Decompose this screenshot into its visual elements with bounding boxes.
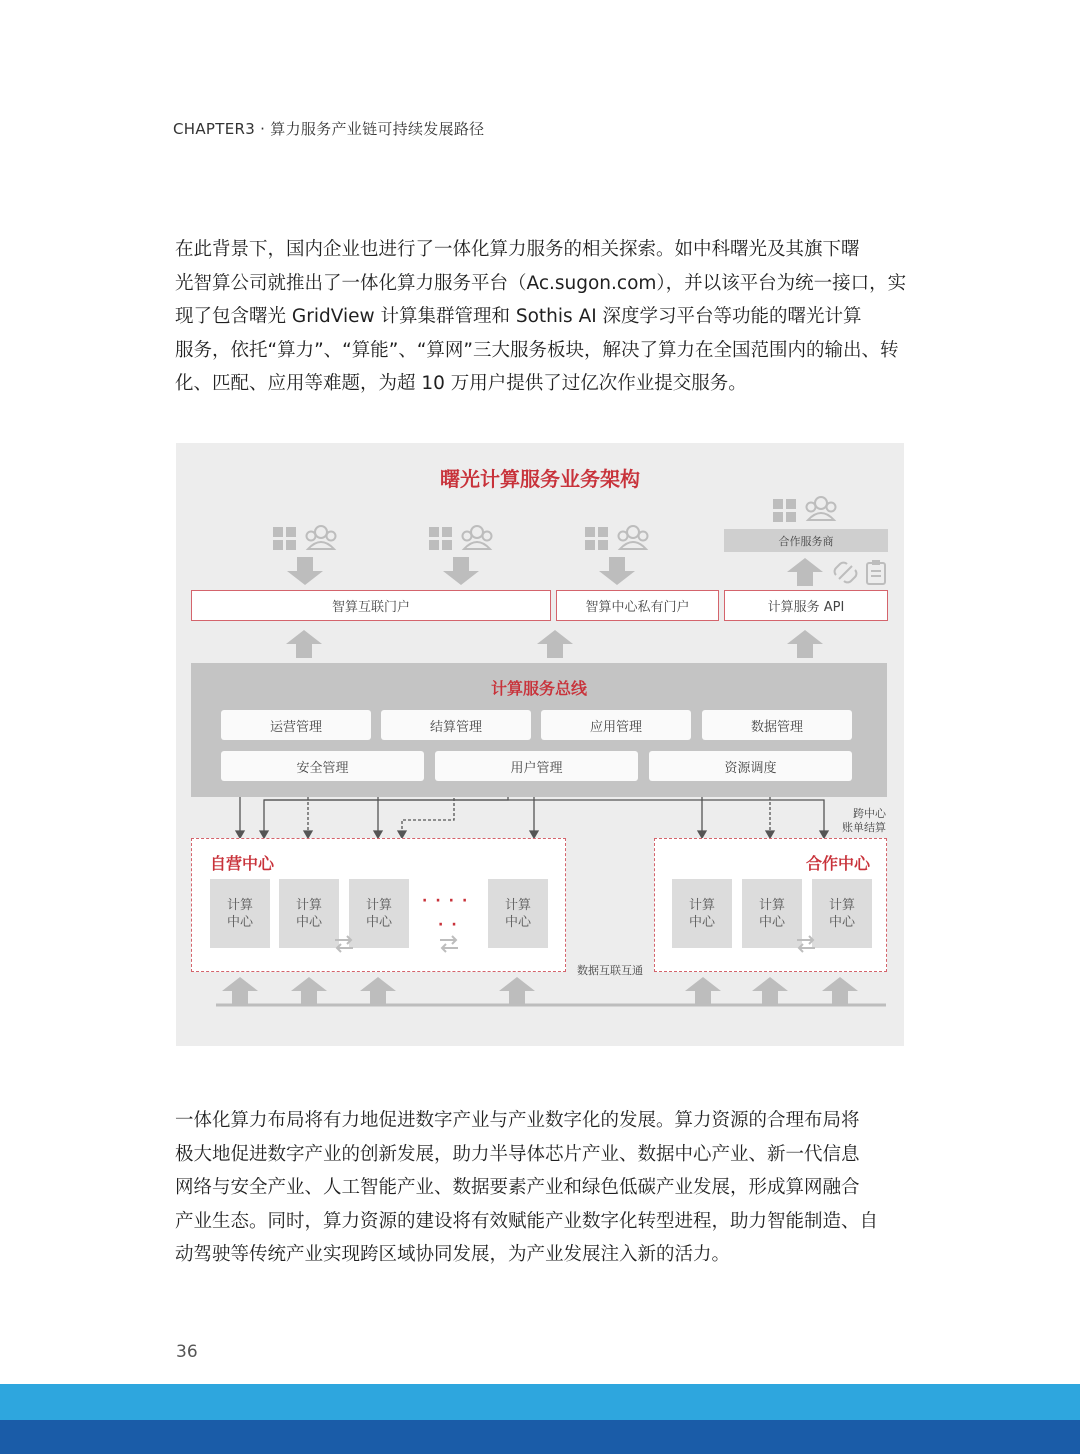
more-dots: ·· [438,917,465,933]
paragraph-line: 服务，依托“算力”、“算能”、“算网”三大服务板块，解决了算力在全国范围内的输出、转 [175,339,899,361]
compute-center[interactable]: 计算 中心 [488,879,548,948]
module-data[interactable]: 数据管理 [702,710,852,740]
compute-center[interactable]: 计算 中心 [210,879,270,948]
arrow-up-icon [291,977,327,1005]
compute-center[interactable]: 计算 中心 [812,879,872,948]
clipboard-icon [867,560,885,584]
link-icon [835,563,857,583]
compute-center[interactable]: 计算 中心 [672,879,732,948]
users-icon [807,497,836,520]
arrow-up-icon [286,630,322,658]
arrow-up-icon [752,977,788,1005]
swap-icon [795,934,819,954]
partner-center-label: 合作中心 [805,854,870,873]
compute-center[interactable]: 计算 中心 [279,879,339,948]
paragraph-line: 现了包含曙光 GridView 计算集群管理和 Sothis AI 深度学习平台等功能的曙光计算 [175,306,862,327]
arrow-up-icon [222,977,258,1005]
self-center-label: 自营中心 [210,854,275,873]
paragraph-line: 化、匹配、应用等难题，为超 10 万用户提供了过亿次作业提交服务。 [175,373,747,394]
diagram-title: 曙光计算服务业务架构 [440,467,640,491]
arrow-up-icon [685,977,721,1005]
cross-center-billing: 跨中心 账单结算 [842,807,886,834]
arrow-up-icon [499,977,535,1005]
swap-icon [333,934,357,954]
page-number: 36 [176,1342,198,1362]
paragraph-intro [175,233,907,401]
paragraph-line: 动驾驶等传统产业实现跨区域协同发展，为产业发展注入新的活力。 [175,1244,731,1265]
compute-center[interactable]: 计算 中心 [349,879,409,948]
portal-private[interactable]: 智算中心私有门户 [556,590,719,621]
paragraph-line: 一体化算力布局将有力地促进数字产业与产业数字化的发展。算力资源的合理布局将 [175,1110,860,1131]
module-application[interactable]: 应用管理 [541,710,691,740]
paragraph-layout [175,1104,907,1272]
bus-title: 计算服务总线 [490,679,587,698]
footer-bar-light [0,1384,1080,1420]
paragraph-line: 产业生态。同时，算力资源的建设将有效赋能产业数字化转型进程，助力智能制造、自 [175,1210,879,1232]
swap-icon [438,934,462,954]
arrow-up-icon [360,977,396,1005]
arrow-up-icon [822,977,858,1005]
chapter-header: CHAPTER3 · 算力服务产业链可持续发展路径 [173,120,485,138]
module-settlement[interactable]: 结算管理 [381,710,531,740]
module-users[interactable]: 用户管理 [435,751,638,781]
module-security[interactable]: 安全管理 [221,751,424,781]
grid-icon [773,499,796,522]
users-icon [619,526,648,549]
portal-api[interactable]: 计算服务 API [724,590,888,621]
module-scheduling[interactable]: 资源调度 [649,751,852,781]
partner-service-provider: 合作服务商 [724,529,888,552]
paragraph-line: 在此背景下，国内企业也进行了一体化算力服务的相关探索。如中科曙光及其旗下曙 [175,239,860,260]
users-icon [463,526,492,549]
module-operations[interactable]: 运营管理 [221,710,371,740]
arrow-up-icon [537,630,573,658]
partner-center [654,838,887,972]
users-icon [307,526,336,549]
arrow-down-icon [443,557,479,585]
grid-icon [273,527,296,550]
paragraph-line: 光智算公司就推出了一体化算力服务平台（Ac.sugon.com），并以该平台为统一接口，实 [175,272,907,294]
compute-center[interactable]: 计算 中心 [742,879,802,948]
data-interconnect-label: 数据互联互通 [577,964,643,977]
arrow-up-icon [787,630,823,658]
compute-service-bus [191,663,887,797]
self-operated-center [191,838,566,972]
footer-bar-dark [0,1420,1080,1454]
paragraph-line: 极大地促进数字产业的创新发展，助力半导体芯片产业、数据中心产业、新一代信息 [175,1143,860,1165]
arrow-down-icon [287,557,323,585]
arrow-down-icon [599,557,635,585]
grid-icon [429,527,452,550]
paragraph-line: 网络与安全产业、人工智能产业、数据要素产业和绿色低碳产业发展，形成算网融合 [175,1177,860,1198]
arrow-up-icon [787,558,823,586]
architecture-diagram [176,443,904,1046]
grid-icon [585,527,608,550]
more-dots: ···· [422,893,476,909]
portal-interconnect[interactable]: 智算互联门户 [191,590,551,621]
